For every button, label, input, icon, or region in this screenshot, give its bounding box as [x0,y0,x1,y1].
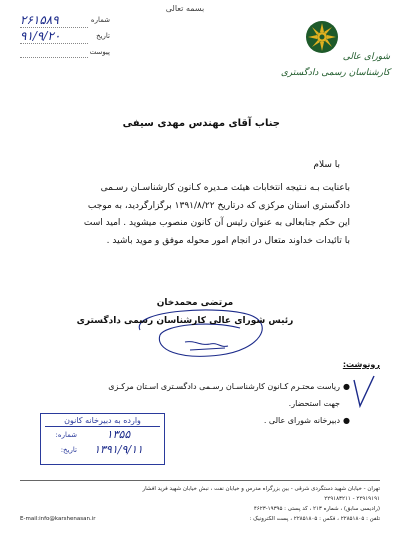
letter-body [26,180,350,250]
organization-name: شورای عالی [342,52,390,62]
attachment-label: پیوست [89,48,110,56]
number-label: شماره [90,16,110,24]
meta-number-row [20,12,110,28]
attachment-value [20,47,88,58]
stamp-number-label: شماره: [55,430,77,439]
footer-contact: تلفن : ۲۲۸۵۱۸۰۵ ، فکس : ۲۲۸۵۱۸۰۵ ، پست الکترونیک : [249,516,380,522]
stamp-date-label: تاریخ: [60,445,77,454]
footer-phones: ۲۲۹۱۹۱۹۱ - ۲۲۹۱۸۳۲۱۱ [324,496,380,502]
stamp-date-value: ۱۳۹۱/۹/۱۱ [94,443,143,456]
footer-email: E-mail:info@karshenasan.ir [20,516,96,522]
stamp-number-row [45,427,160,442]
organization-subtitle: کارشناسان رسمی دادگستری [280,68,390,78]
body-line: دادگستری استان مرکزی که درتاریخ ۱۳۹۱/۸/۲۲ برگزارگردید، به موجب [87,200,350,211]
recipient-line: جناب آقای مهندس مهدی سیفی [122,118,280,129]
cc-item-text: ریاست محتـرم کـانون کارشناسـان رسـمی دادگسـتری اسـتان مرکـزی [108,382,340,391]
meta-date-row [20,28,110,44]
cc-title: رونوشت: [342,360,380,369]
received-stamp [40,413,165,465]
logo-emblem-icon [305,20,339,54]
stamp-date-row [45,442,160,457]
handwritten-signature [100,300,300,380]
footer-postal: (رادیسی سابق) ، شماره ۲۱۳ ، کد پستی : ۱۹۳۹۵-۴۶۲۳ [253,506,380,512]
body-line: باعنایت بـه نـتیجه انتخابات هیئت مـدیره کـانون کارشناسـان رسـمی [100,183,350,193]
organization-logo [305,20,339,54]
meta-attachment-row [20,44,110,60]
stamp-number-value: ۱۳۵۵ [106,428,131,441]
footer-address: تهران - خیابان شهید دستگردی شرقی - بین بزرگراه مدرس و خیابان نفت ، نبش خیابان شهید فرید افشار [142,486,380,492]
signatory-name: مرتضی محمدخان [156,298,234,308]
date-value: ۹۱/۹/۲۰ [20,29,88,44]
letter-footer [20,484,380,524]
letter-meta [20,12,110,72]
cc-item-text: دبیرخانه شورای عالی . [263,416,340,425]
footer-divider [20,480,380,481]
body-line: این حکم جنابعالی به عنوان رئیس آن کانون منصوب میشوید . امید است [83,218,350,228]
number-value: ۲۶۱۵۸۹ [20,13,88,28]
signatory-title: رئیس شورای عالی کارشناسان رسمی دادگستری [76,316,294,326]
checkmark-icon [350,372,378,412]
stamp-title: وارده به دبیرخانه کانون [45,416,160,427]
greeting: با سلام [313,160,340,170]
body-line: با تائیدات خداوند متعال در انجام امور محوله موفق و موید باشید . [106,235,350,246]
cc-item-text: جهت استحضار. [288,399,340,408]
cc-item-continued [30,395,350,412]
bullet-icon: ● [343,416,350,425]
bullet-icon: ● [343,382,350,391]
date-label: تاریخ [96,32,110,40]
besmellah-header: بسمه تعالی [165,4,205,13]
cc-item [30,378,350,395]
footer-contact-row [20,514,380,524]
